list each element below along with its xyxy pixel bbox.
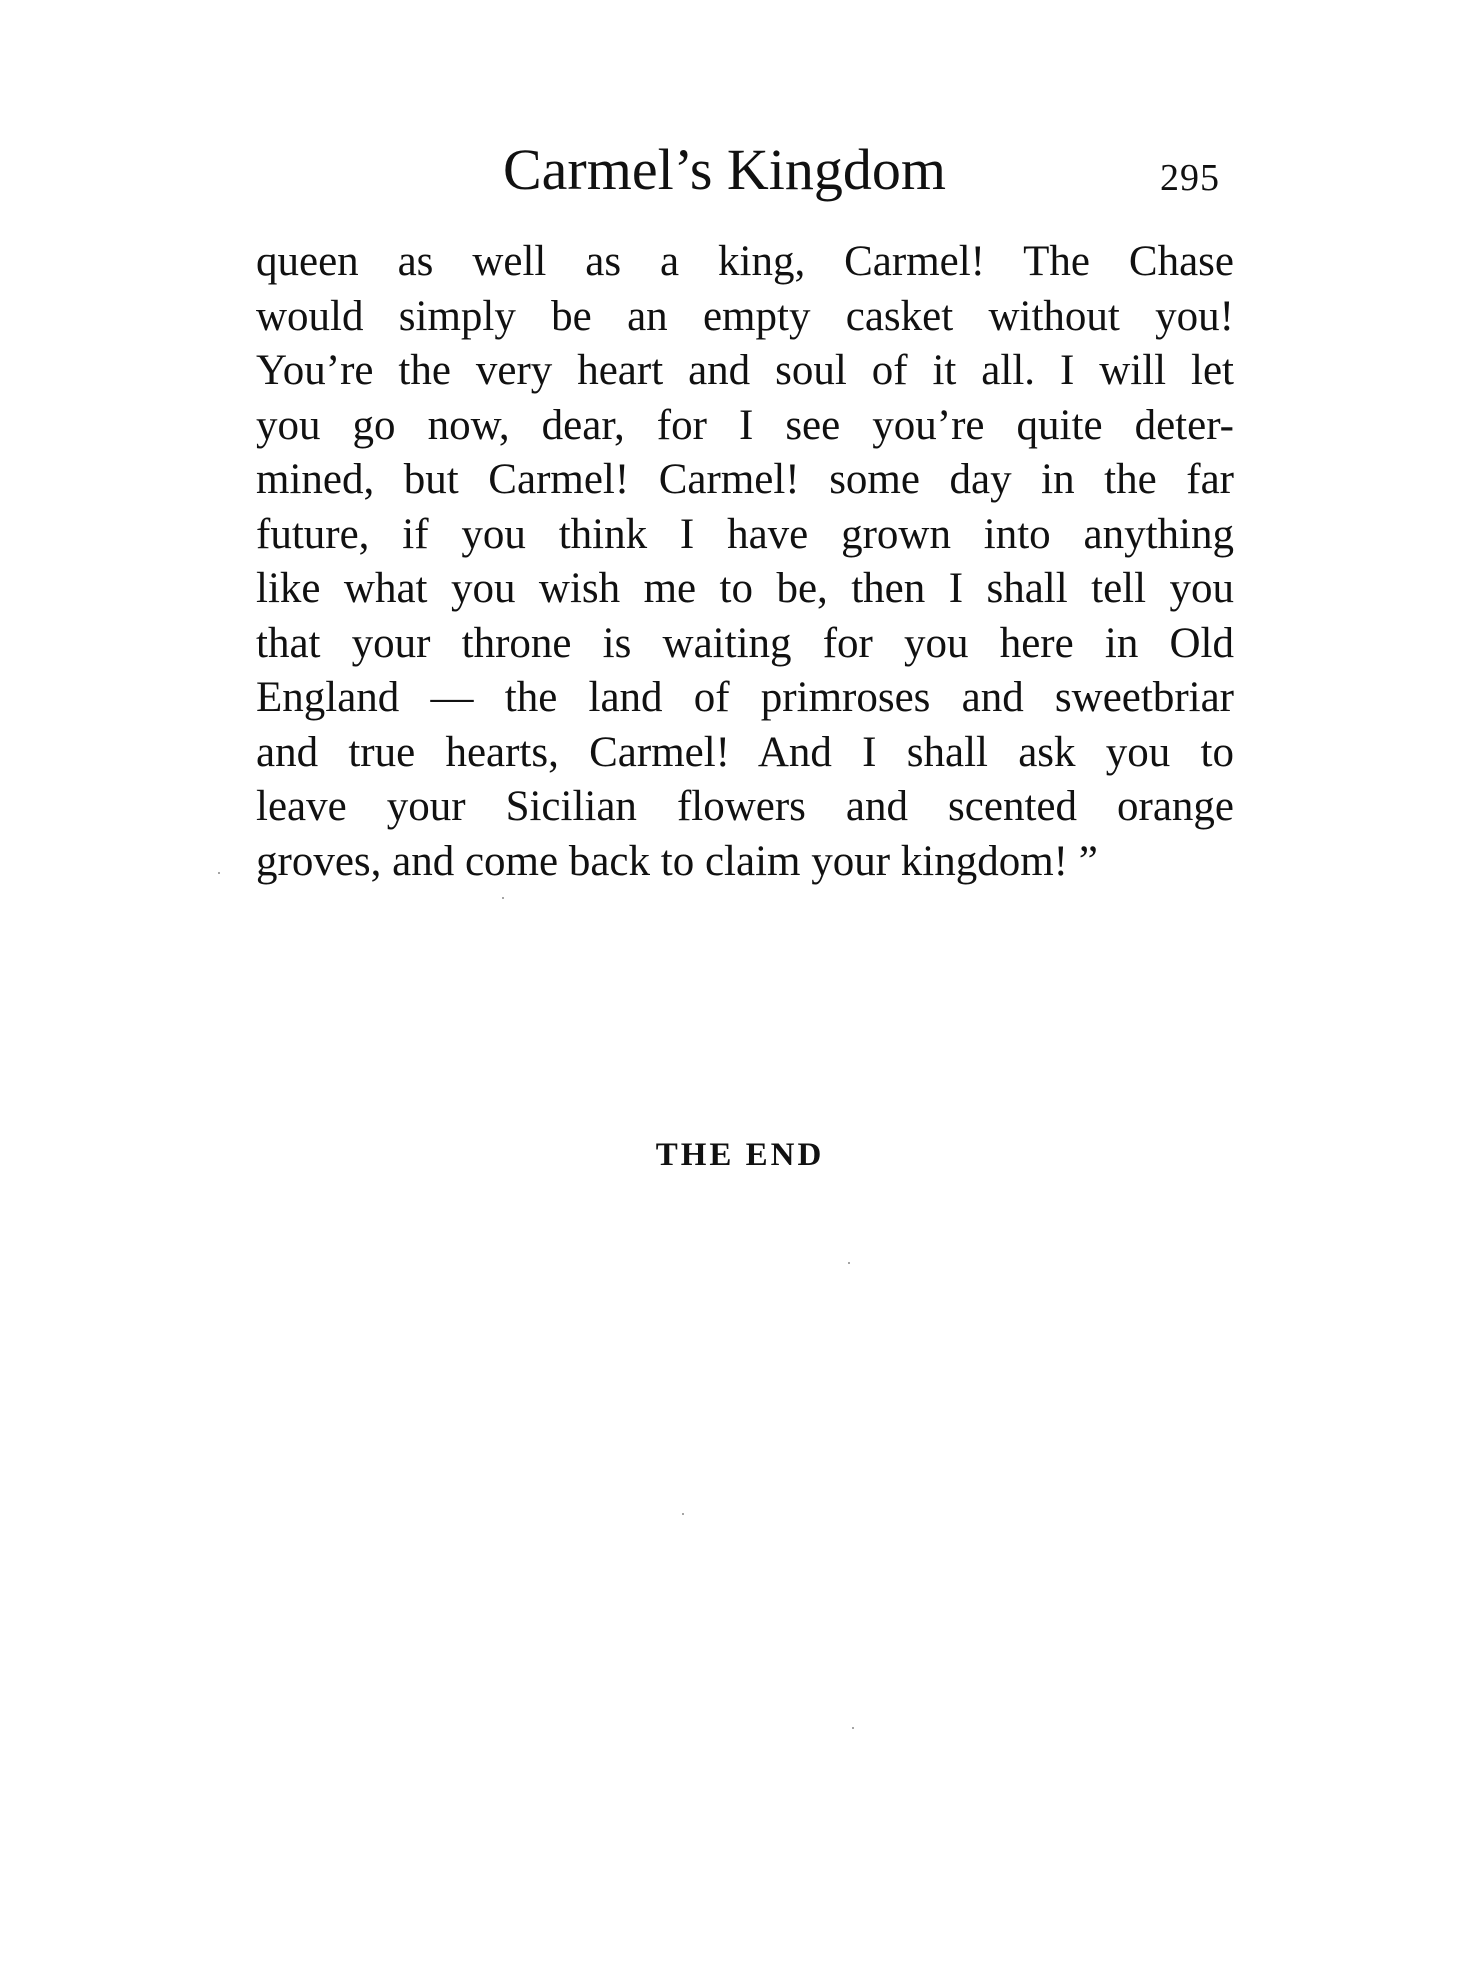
text-line: You’re the very heart and soul of it all. I will let [256, 347, 1234, 394]
text-line: England — the land of primroses and sweetbriar [256, 674, 1234, 721]
scan-speck [848, 1262, 850, 1264]
running-head [0, 134, 1480, 206]
text-line: you go now, dear, for I see you’re quite deter- [256, 401, 1234, 449]
text-line: and true hearts, Carmel! And I shall ask you to [256, 728, 1234, 776]
page-number: 295 [1160, 157, 1220, 199]
scan-speck [502, 897, 504, 899]
the-end-label: THE END [655, 1137, 825, 1173]
text-line: that your throne is waiting for you here in Old [256, 619, 1234, 667]
text-line: queen as well as a king, Carmel! The Chase [256, 238, 1234, 285]
scan-speck [682, 1513, 684, 1515]
running-head-title: Carmel’s Kingdom [503, 137, 947, 202]
text-line: leave your Sicilian flowers and scented orange [256, 783, 1234, 830]
text-line: groves, and come back to claim your kingdom! ” [256, 837, 1098, 885]
scan-speck [218, 872, 220, 874]
text-line: mined, but Carmel! Carmel! some day in the far [256, 456, 1234, 503]
text-line: would simply be an empty casket without you! [256, 292, 1234, 340]
text-line: like what you wish me to be, then I shall tell you [256, 565, 1234, 612]
body-paragraph [256, 235, 1234, 889]
text-line: future, if you think I have grown into anything [256, 510, 1234, 558]
scan-speck [852, 1727, 854, 1729]
